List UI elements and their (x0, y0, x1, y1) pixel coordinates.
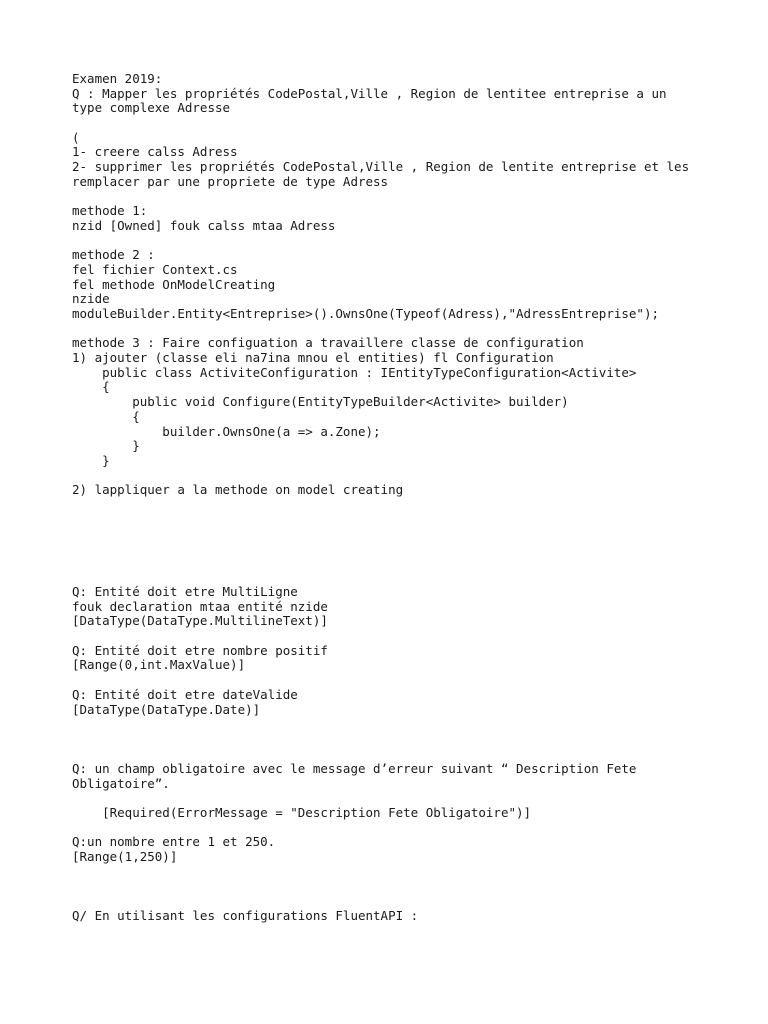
text-line: Q : Mapper les propriétés CodePostal,Ville , Region de lentitee entreprise a un (72, 85, 667, 101)
text-line: { (72, 379, 110, 395)
blank-line (72, 234, 689, 249)
text-line: [Range(1,250)] (72, 849, 178, 865)
text-line: nzide (72, 291, 110, 307)
text-line: public void Configure(EntityTypeBuilder<Activite> builder) (72, 394, 569, 410)
text-line: type complexe Adresse (72, 100, 231, 116)
text-line: methode 2 : (72, 247, 155, 263)
blank-line (72, 469, 689, 484)
text-line: methode 3 : Faire configuation a travaillere classe de configuration (72, 335, 584, 351)
blank-line (72, 322, 689, 337)
text-line: Examen 2019: (72, 71, 163, 86)
section-fluent-api (72, 909, 418, 924)
text-line: fel fichier Context.cs (72, 261, 238, 277)
text-line: builder.OwnsOne(a => a.Zone); (72, 423, 381, 439)
blank-line (72, 116, 689, 131)
text-line: [DataType(DataType.MultilineText)] (72, 613, 328, 629)
text-line: nzid [Owned] fouk calss mtaa Adress (72, 217, 336, 233)
text-line: 1- creere calss Adress (72, 144, 238, 160)
text-line: 1) ajouter (classe eli na7ina mnou el entities) fl Configuration (72, 350, 554, 366)
blank-line (72, 629, 328, 644)
text-line: remplacer par une propriete de type Adress (72, 173, 389, 189)
section-validation-questions (72, 585, 328, 717)
section-exam-2019 (72, 72, 689, 498)
text-line: Obligatoire”. (72, 775, 170, 791)
text-line: Q/ En utilisant les configurations FluentAPI : (72, 908, 419, 923)
text-line: } (72, 438, 140, 454)
text-line: [Required(ErrorMessage = "Description Fete Obligatoire")] (72, 805, 532, 821)
blank-line (72, 821, 636, 836)
blank-line (72, 673, 328, 688)
text-line: moduleBuilder.Entity<Entreprise>().OwnsOne(Typeof(Adress),"AdressEntreprise"); (72, 306, 659, 321)
text-line: 2) lappliquer a la methode on model creating (72, 482, 404, 498)
text-line: fouk declaration mtaa entité nzide (72, 598, 328, 614)
text-line: [DataType(DataType.Date)] (72, 701, 261, 717)
text-line: Q:un nombre entre 1 et 250. (72, 834, 276, 850)
text-line: ( (72, 129, 80, 145)
text-line: } (72, 452, 110, 468)
text-line: Q: Entité doit etre nombre positif (72, 642, 328, 658)
text-line: Q: Entité doit etre MultiLigne (72, 584, 298, 599)
text-line: 2- supprimer les propriétés CodePostal,Ville , Region de lentite entreprise et les (72, 159, 690, 175)
text-line: fel methode OnModelCreating (72, 276, 276, 292)
text-line: public class ActiviteConfiguration : IEntityTypeConfiguration<Activite> (72, 364, 637, 380)
blank-line (72, 190, 689, 205)
blank-line (72, 791, 636, 806)
text-line: { (72, 408, 140, 424)
text-line: [Range(0,int.MaxValue)] (72, 657, 246, 673)
text-line: methode 1: (72, 203, 148, 219)
text-line: Q: Entité doit etre dateValide (72, 686, 298, 702)
text-line: Q: un champ obligatoire avec le message d’erreur suivant “ Description Fete (72, 761, 637, 776)
section-required-range (72, 762, 636, 865)
